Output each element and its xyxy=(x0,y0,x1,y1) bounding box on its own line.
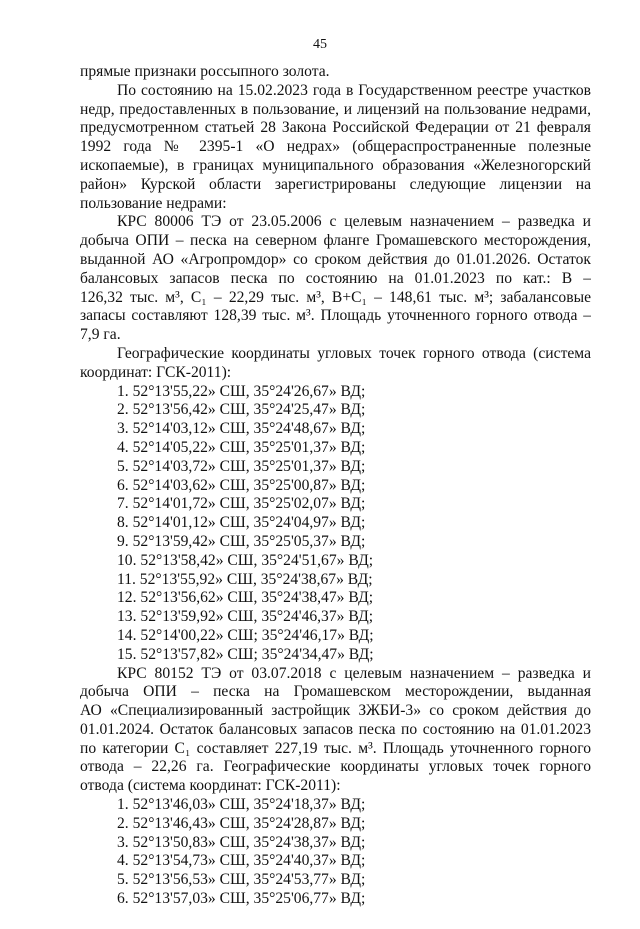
text-line: отвода – 22,26 га. Географические координаты угловых точек горного xyxy=(80,758,591,776)
text-line: 6. 52°13'57,03» СШ, 35°25'06,77» ВД; xyxy=(117,890,366,908)
text-line: отвода (система координат: ГСК-2011): xyxy=(80,777,341,795)
text-line: 1. 52°13'55,22» СШ, 35°24'26,67» ВД; xyxy=(117,382,366,400)
text-line: 9. 52°13'59,42» СШ, 35°25'05,37» ВД; xyxy=(117,532,366,550)
text-line: 14. 52°14'00,22» СШ; 35°24'46,17» ВД; xyxy=(117,626,374,644)
text-line: выданной АО «Агропромдор» со сроком действия до 01.01.2026. Остаток xyxy=(80,250,591,268)
text-line: Географические координаты угловых точек горного отвода (система xyxy=(117,344,591,362)
text-line: недр, предоставленных в пользование, и лицензий на пользование недрами, xyxy=(80,100,591,118)
text-line: 2. 52°13'46,43» СШ, 35°24'28,87» ВД; xyxy=(117,814,366,832)
text-line: 11. 52°13'55,92» СШ, 35°24'38,67» ВД; xyxy=(117,570,373,588)
text-line: 2. 52°13'56,42» СШ, 35°24'25,47» ВД; xyxy=(117,401,366,419)
text-line: 8. 52°14'01,12» СШ, 35°24'04,97» ВД; xyxy=(117,514,366,532)
text-line: 4. 52°13'54,73» СШ, 35°24'40,37» ВД; xyxy=(117,852,366,870)
text-line: координат: ГСК-2011): xyxy=(80,363,232,381)
text-line: 3. 52°14'03,12» СШ, 35°24'48,67» ВД; xyxy=(117,420,366,438)
text-line: 15. 52°13'57,82» СШ; 35°24'34,47» ВД; xyxy=(117,645,374,663)
text-line: 1992 года № 2395-1 «О недрах» (общераспространенные полезные xyxy=(80,138,591,156)
text-line: КРС 80152 ТЭ от 03.07.2018 с целевым назначением – разведка и xyxy=(117,664,591,682)
text-line: 1. 52°13'46,03» СШ, 35°24'18,37» ВД; xyxy=(117,796,366,814)
text-line: прямые признаки россыпного золота. xyxy=(80,63,330,80)
text-line: 5. 52°14'03,72» СШ, 35°25'01,37» ВД; xyxy=(117,457,366,475)
text-line: 5. 52°13'56,53» СШ, 35°24'53,77» ВД; xyxy=(117,871,366,889)
text-line: добыча ОПИ – песка на Громашевском месторождении, выданная xyxy=(80,683,591,701)
text-line: предусмотренном статьей 28 Закона Российской Федерации от 21 февраля xyxy=(80,119,591,137)
text-line: По состоянию на 15.02.2023 года в Государственном реестре участков xyxy=(117,81,591,99)
text-line: 6. 52°14'03,62» СШ, 35°25'00,87» ВД; xyxy=(117,476,366,494)
text-line: АО «Специализированный застройщик ЗЖБИ-3» со сроком действия до xyxy=(80,702,591,720)
text-line: по категории C₁ составляет 227,19 тыс. м³. Площадь уточненного горного xyxy=(80,739,591,757)
text-line: 4. 52°14'05,22» СШ, 35°25'01,37» ВД; xyxy=(117,438,366,456)
text-line: запасы составляют 128,39 тыс. м³. Площадь уточненного горного отвода – xyxy=(80,307,591,325)
text-line: балансовых запасов песка по состоянию на 01.01.2023 по кат.: В – xyxy=(80,269,591,287)
text-line: 7,9 га. xyxy=(80,326,121,344)
text-line: ископаемые), в границах муниципального образования «Железногорский xyxy=(80,156,591,174)
text-line: 3. 52°13'50,83» СШ, 35°24'38,37» ВД; xyxy=(117,833,366,851)
text-line: 13. 52°13'59,92» СШ, 35°24'46,37» ВД; xyxy=(117,608,374,626)
document-body xyxy=(80,63,591,909)
text-line: 7. 52°14'01,72» СШ, 35°25'02,07» ВД; xyxy=(117,495,366,513)
text-line: 01.01.2024. Остаток балансовых запасов песка по состоянию на 01.01.2023 xyxy=(80,720,591,738)
text-line: 126,32 тыс. м³, C₁ – 22,29 тыс. м³, В+C₁ – 148,61 тыс. м³; забалансовые xyxy=(80,288,591,306)
text-line: КРС 80006 ТЭ от 23.05.2006 с целевым назначением – разведка и xyxy=(117,213,591,231)
text-line: добыча ОПИ – песка на северном фланге Громашевского месторождения, xyxy=(80,232,591,250)
text-line: пользование недрами: xyxy=(80,194,227,212)
text-line: район» Курской области зарегистрированы следующие лицензии на xyxy=(80,175,591,193)
text-line: 10. 52°13'58,42» СШ, 35°24'51,67» ВД; xyxy=(117,551,374,569)
text-line: 12. 52°13'56,62» СШ, 35°24'38,47» ВД; xyxy=(117,589,374,607)
page-number: 45 xyxy=(313,37,327,52)
